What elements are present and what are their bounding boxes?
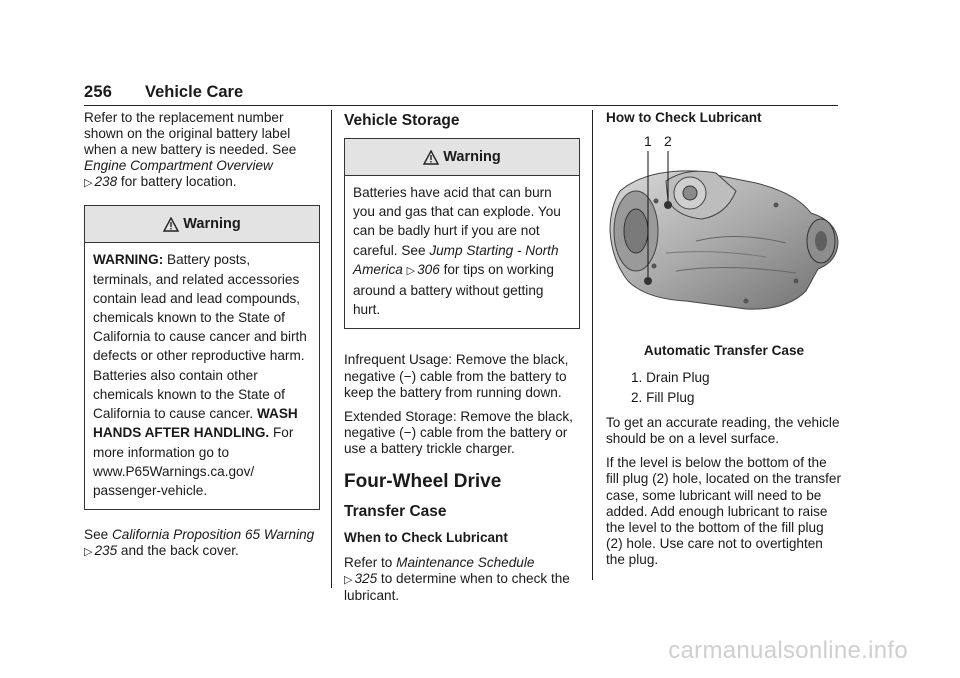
page-reference-arrow-icon: ▷ xyxy=(406,264,416,277)
column-1 xyxy=(84,110,320,568)
warning-triangle-icon xyxy=(423,150,439,165)
callout-1-label: 1 xyxy=(644,133,652,149)
vehicle-storage-heading: Vehicle Storage xyxy=(344,112,460,129)
transfer-case-figure xyxy=(606,131,842,331)
list-item: 2. Fill Plug xyxy=(631,390,695,406)
fill-level-paragraph: If the level is below the bottom of the fill plug (2) hole, located on the transfer case, some lubricant will need to be added. Add enough lubricant to raise the level to the bottom of the fill plug (2) hole. Use care not to overtighten the plug. xyxy=(606,455,842,567)
page-number: 256 xyxy=(84,83,113,101)
extended-storage-paragraph: Extended Storage: Remove the black, negative (−) cable from the battery or use a battery trickle charger. xyxy=(344,408,573,456)
column-2 xyxy=(344,110,580,612)
battery-intro-paragraph: Refer to the replacement number shown on the original battery label when a new battery is needed. See Engine Compartment Overview ▷ 238 for battery location. xyxy=(84,110,297,190)
xref-engine-compartment[interactable]: Engine Compartment Overview ▷ 238 xyxy=(84,158,273,190)
how-to-check-heading: How to Check Lubricant xyxy=(606,110,762,125)
callout-2-label: 2 xyxy=(664,133,672,149)
when-to-check-heading: When to Check Lubricant xyxy=(344,529,508,545)
warning-box xyxy=(84,205,320,510)
column-3 xyxy=(606,110,842,576)
page-reference-arrow-icon: ▷ xyxy=(344,574,353,587)
xref-jump-starting[interactable]: Jump Starting - North America ▷ 306 xyxy=(353,242,559,277)
accurate-reading-paragraph: To get an accurate reading, the vehicle should be on a level surface. xyxy=(606,415,840,447)
warning-header xyxy=(85,206,319,243)
column-divider xyxy=(592,110,593,580)
watermark: carmanualsonline.info xyxy=(668,637,908,664)
transfer-case-illustration xyxy=(606,131,842,331)
xref-prop65[interactable]: California Proposition 65 Warning ▷ 235 xyxy=(84,527,315,559)
warning-triangle-icon xyxy=(163,217,179,232)
warning-text: WARNING: Battery posts, terminals, and related accessories contain lead and lead compounds, chemicals known to the State of California to cause cancer and birth defects or other reproductive harm. Batteries also contain other chemicals known to the State of California to cause cancer. WASH HANDS AFTER HANDLING. For more information go to www.P65Warnings.ca.gov/ passenger-vehicle. xyxy=(93,252,307,498)
refer-maintenance-paragraph: Refer to Maintenance Schedule ▷ 325 to determine when to check the lubricant. xyxy=(344,554,570,604)
xref-maintenance-schedule[interactable]: Maintenance Schedule ▷ 325 xyxy=(344,554,535,587)
warning-title: Warning xyxy=(183,216,241,233)
see-prop65-paragraph: See California Proposition 65 Warning ▷ 235 and the back cover. xyxy=(84,527,315,559)
warning-header xyxy=(345,139,579,176)
warning-box xyxy=(344,138,580,329)
page-reference-arrow-icon: ▷ xyxy=(84,177,93,190)
infrequent-usage-paragraph: Infrequent Usage: Remove the black, negative (−) cable from the battery to keep the battery from running down. xyxy=(344,352,569,400)
parts-list xyxy=(606,370,842,406)
page-header xyxy=(84,83,838,106)
page-reference-arrow-icon: ▷ xyxy=(84,546,93,559)
list-item: 1. Drain Plug xyxy=(631,370,710,385)
figure-caption: Automatic Transfer Case xyxy=(643,343,805,358)
section-title: Vehicle Care xyxy=(145,83,244,101)
column-divider xyxy=(331,110,332,588)
four-wheel-drive-heading: Four-Wheel Drive xyxy=(344,470,502,492)
transfer-case-heading: Transfer Case xyxy=(344,502,447,520)
warning-text: Batteries have acid that can burn you and gas that can explode. You can be badly hurt if you are not careful. See Jump Starting - North America ▷ 306 for tips on working around a battery without getting hurt. xyxy=(353,185,561,318)
warning-title: Warning xyxy=(443,149,501,165)
